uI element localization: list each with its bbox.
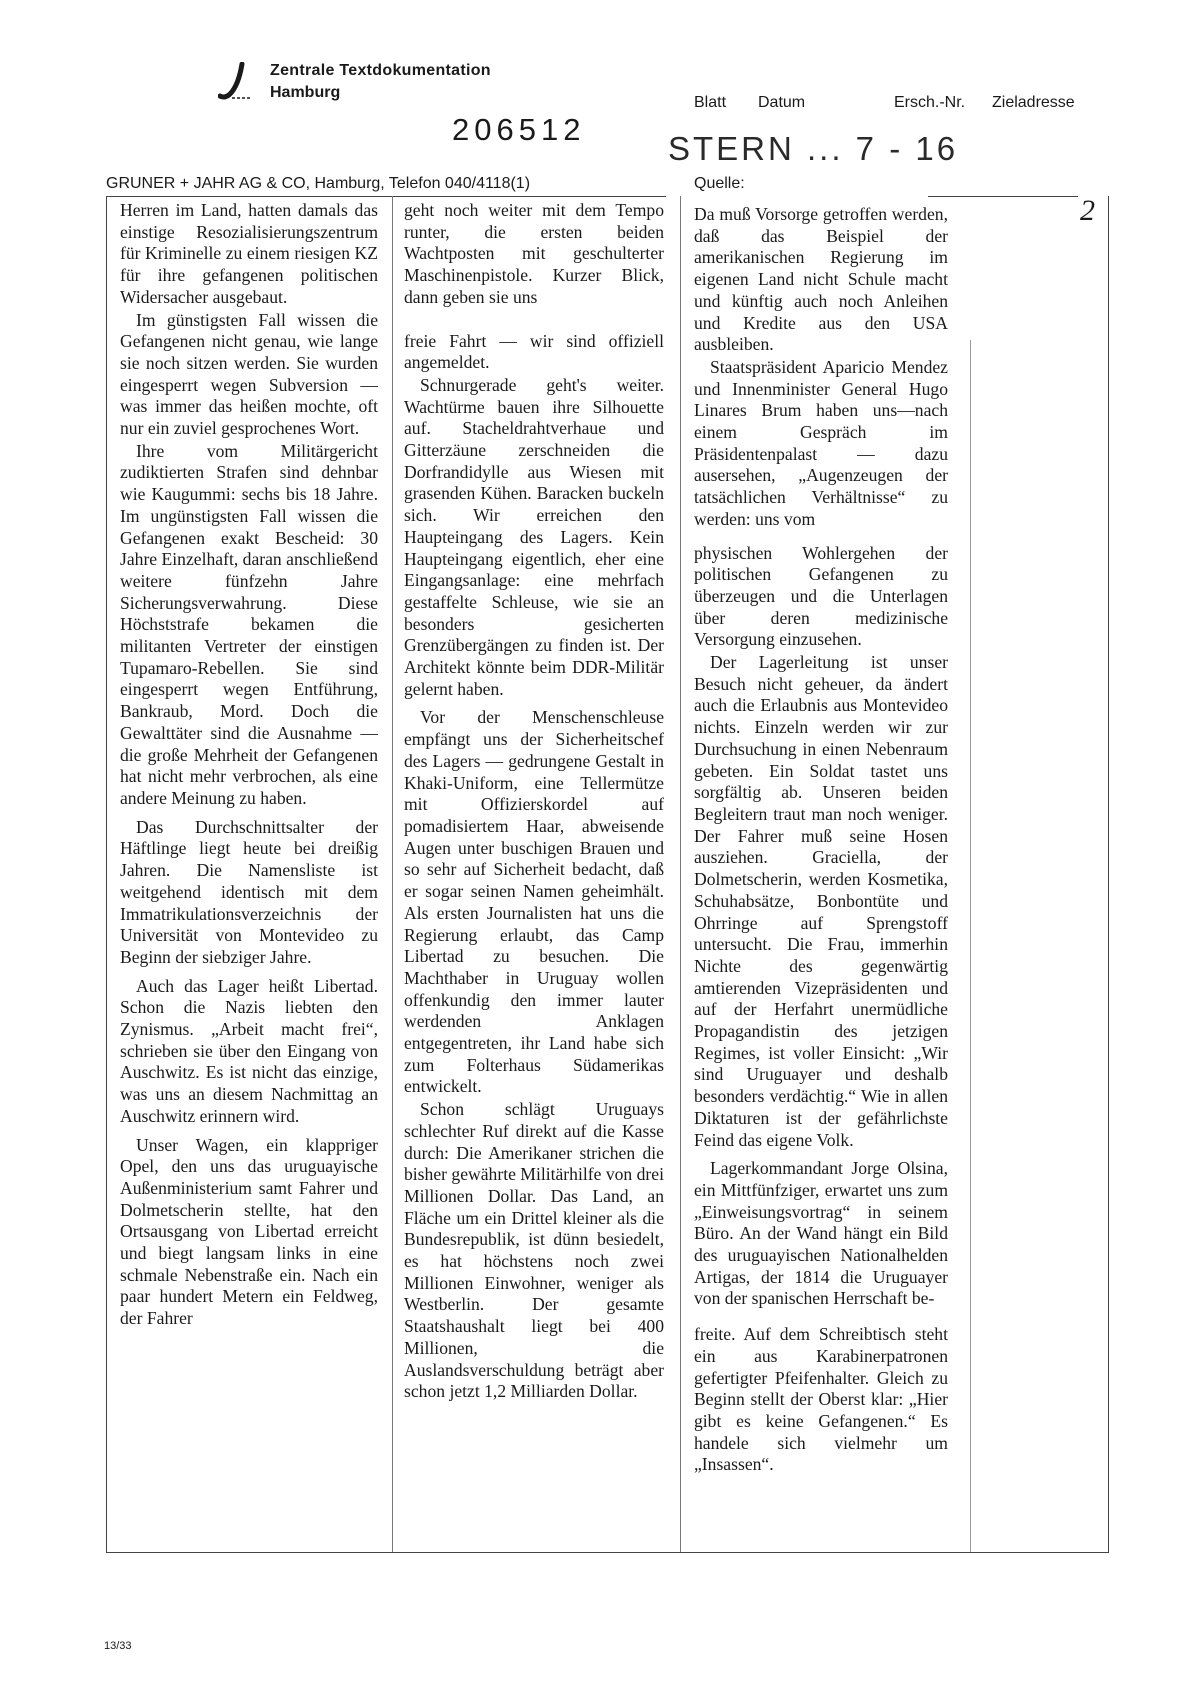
footer-code: 13/33 [104, 1640, 132, 1652]
article-column-1 [120, 200, 378, 1331]
logo-icon [218, 62, 252, 102]
frame-right [1108, 196, 1109, 1552]
header-rule-left [106, 196, 666, 197]
page-number: 2 [1080, 194, 1095, 227]
source-stamp: STERN ... 7 - 16 [668, 130, 959, 167]
paragraph: Staatspräsident Aparicio Mendez und Innenminister General Hugo Linares Brum haben uns—nach einem Gespräch im Präsidentenpalast — dazu ausersehen, „Augenzeugen der tatsächlichen Verhältnisse“ zu werden: uns vom [694, 356, 948, 529]
quelle-label: Quelle: [694, 175, 745, 192]
paragraph: Schon schlägt Uruguays schlechter Ruf direkt auf die Kasse durch: Die Amerikaner strichen die bisher gewährte Militärhilfe von drei Millionen Dollar. Das Land, an Fläche um ein Drittel kleiner als die Bundesrepublik, ist dünn besiedelt, es hat höchstens noch zwei Millionen Einwohner, weniger als Westberlin. Der gesamte Staatshaushalt liegt bei 400 Millionen, die Auslandsverschuldung beträgt aber schon jetzt 1,2 Milliarden Dollar. [404, 1099, 664, 1402]
frame-left [106, 196, 107, 1552]
column-divider-2 [680, 196, 681, 1552]
paragraph: geht noch weiter mit dem Tempo runter, die ersten beiden Wachtposten mit geschulterter Maschinenpistole. Kurzer Blick, dann geben sie uns [404, 200, 664, 307]
paragraph: Auch das Lager heißt Libertad. Schon die Nazis liebten den Zynismus. „Arbeit macht frei“, schrieben sie über den Eingang von Auschwitz. Es ist nicht das einzige, was uns an diesem Nachmittag an Auschwitz erinnern wird. [120, 975, 378, 1126]
bottom-rule [106, 1552, 1109, 1553]
paragraph: Der Lagerleitung ist unser Besuch nicht geheuer, da ändert auch die Erlaubnis aus Montevideo nichts. Einzeln werden wir zur Durchsuchung in einen Nebenraum gebeten. Ein Soldat tastet uns sorgfältig ab. Unseren beiden Begleitern traut man noch weniger. Der Fahrer muß seine Hosen ausziehen. Graciella, der Dolmetscherin, werden Kosmetika, Schuhabsätze, Bonbontüte und Ohrringe auf Sprengstoff untersucht. Die Frau, immerhin Nichte des gegenwärtig amtierenden Vizepräsidenten und auf der Herfahrt unermüdliche Propagandistin des jetzigen Regimes, ist voller Einsicht: „Wir sind Uruguayer und deshalb besonders verdächtig.“ Wie in allen Diktaturen ist der gefährlichste Feind das eigene Volk. [694, 652, 948, 1150]
org-name: Zentrale Textdokumentation [270, 62, 491, 79]
paragraph: Herren im Land, hatten damals das einstige Resozialisierungszentrum für Kriminelle zu einem riesigen KZ für ihre gefangenen politischen Widersacher ausgebaut. [120, 200, 378, 307]
label-ersch-nr: Ersch.-Nr. [894, 94, 966, 111]
paragraph: Schnurgerade geht's weiter. Wachtürme bauen ihre Silhouette auf. Stacheldrahtverhaue und Gitterzäune zerschneiden die Dorfrandidylle aus Wiesen mit grasenden Kühen. Baracken buckeln sich. Wir erreichen den Haupteingang des Lagers. Kein Haupteingang eigentlich, eher eine Eingangsanlage: eine mehrfach gestaffelte Schleuse, wie sie an besonders gesicherten Grenzübergängen zu finden ist. Der Architekt könnte beim DDR-Militär gelernt haben. [404, 374, 664, 699]
article-column-2 [404, 200, 664, 1404]
header-rule-right [928, 196, 1078, 197]
paragraph: Das Durchschnittsalter der Häftlinge liegt heute bei dreißig Jahren. Die Namensliste ist weitgehend identisch mit dem Immatrikulationsverzeichnis der Universität von Montevideo zu Beginn der siebziger Jahre. [120, 816, 378, 967]
publisher-line: GRUNER + JAHR AG & CO, Hamburg, Telefon 040/4118(1) [106, 175, 531, 192]
paragraph: Unser Wagen, ein klappriger Opel, den uns das uruguayische Außenministerium samt Fahrer und Dolmetscherin stellte, hat den Ortsausgang von Libertad erreicht und biegt langsam links in eine schmale Nebenstraße ein. Nach ein paar hundert Metern ein Feldweg, der Fahrer [120, 1134, 378, 1329]
article-column-3 [694, 204, 948, 1477]
label-zieladresse: Zieladresse [992, 94, 1075, 111]
label-blatt: Blatt [694, 94, 727, 111]
paragraph: freie Fahrt — wir sind offiziell angemeldet. [404, 330, 664, 373]
paragraph: freite. Auf dem Schreibtisch steht ein aus Karabinerpatronen gefertigter Pfeifenhalter. Gleich zu Beginn stellt der Oberst klar: „Hier gibt es keine Gefangenen.“ Es handele sich vielmehr um „Insassen“. [694, 1324, 948, 1475]
paragraph: Da muß Vorsorge getroffen werden, daß das Beispiel der amerikanischen Regierung im eigenen Land nicht Schule macht und künftig auch noch Anleihen und Kredite aus den USA ausbleiben. [694, 204, 948, 355]
org-city: Hamburg [270, 84, 341, 101]
column-divider-1 [392, 196, 393, 1552]
paragraph: physischen Wohlergehen der politischen Gefangenen zu überzeugen und die Unterlagen über deren medizinische Versorgung einzusehen. [694, 542, 948, 650]
paragraph: Im günstigsten Fall wissen die Gefangenen nicht genau, wie lange sie noch sitzen werden. Sie wurden eingesperrt wegen Subversion — was immer das heißen mochte, oft nur ein zuviel gesprochenes Wort. [120, 309, 378, 439]
label-datum: Datum [758, 94, 806, 111]
paragraph: Vor der Menschenschleuse empfängt uns der Sicherheitschef des Lagers — gedrungene Gestalt in Khaki-Uniform, eine Tellermütze mit Offizierskordel auf pomadisiertem Haar, abweisende Augen unter buschigen Brauen und so sehr auf Sicherheit bedacht, daß er sogar seinen Namen geheimhält. Als ersten Journalisten hat uns die Regierung erlaubt, das Camp Libertad zu besuchen. Die Machthaber in Uruguay wollen offenkundig den immer lauter werdenden Anklagen entgegentreten, ihr Land habe sich zum Folterhaus Südamerikas entwickelt. [404, 707, 664, 1097]
clip-edge [970, 340, 971, 1552]
paragraph: Lagerkommandant Jorge Olsina, ein Mittfünfziger, erwartet uns zum „Einweisungsvortrag“ in seinem Büro. An der Wand hängt ein Bild des uruguayischen Nationalhelden Artigas, der 1814 die Uruguayer von der spanischen Herrschaft be- [694, 1158, 948, 1309]
paragraph: Ihre vom Militärgericht zudiktierten Strafen sind dehnbar wie Kaugummi: sechs bis 18 Jahre. Im ungünstigsten Fall wissen die Gefangenen exakt Bescheid: 30 Jahre Einzelhaft, daran anschließend weitere fünfzehn Jahre Sicherungsverwahrung. Diese Höchststrafe bekamen die militanten Vertreter der einstigen Tupamaro-Rebellen. Sie sind eingesperrt wegen Entführung, Bankraub, Mord. Doch die Gewalttäter sind die Ausnahme — die große Mehrheit der Gefangenen hat nicht mehr verbrochen, als eine andere Meinung zu haben. [120, 440, 378, 808]
document-number: 206512 [452, 112, 586, 147]
